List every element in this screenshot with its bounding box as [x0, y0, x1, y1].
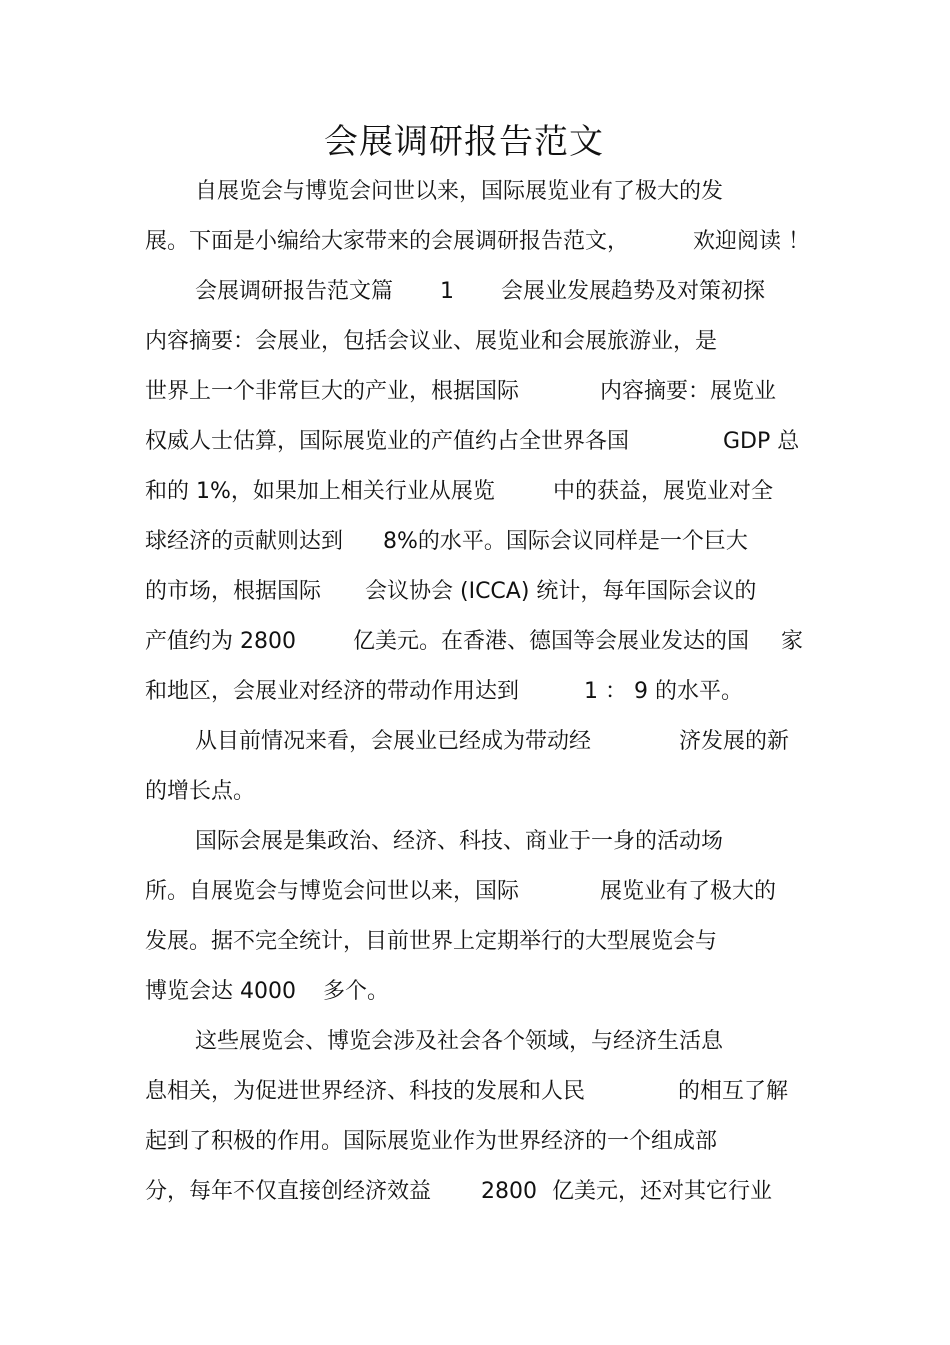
text-segment: 欢迎阅读 ！	[693, 229, 810, 254]
text-segment: 会议协会 (ICCA) 统计，每年国际会议的	[365, 579, 757, 604]
text-segment: 起到了积极的作用。国际展览业作为世界经济的一个组成部	[145, 1129, 718, 1154]
text-segment: 和地区，会展业对经济的带动作用达到	[145, 679, 520, 704]
text-segment: 分，每年不仅直接创经济效益	[145, 1179, 432, 1204]
text-segment: 多个。	[323, 979, 390, 1004]
text-segment: 1	[440, 279, 454, 304]
text-segment: 国际会展是集政治、经济、科技、商业于一身的活动场	[195, 829, 724, 854]
text-segment: 所。自展览会与博览会问世以来，国际	[145, 879, 520, 904]
text-segment: 自展览会与博览会问世以来，国际展览业有了极大的发	[195, 179, 724, 204]
text-segment: 和的 1%，如果加上相关行业从展览	[145, 479, 495, 504]
text-segment: 球经济的贡献则达到	[145, 529, 344, 554]
text-segment: 息相关，为促进世界经济、科技的发展和人民	[145, 1079, 586, 1104]
text-segment: 2800	[481, 1179, 537, 1204]
text-segment: 内容摘要：展览业	[600, 379, 777, 404]
text-segment: 从目前情况来看，会展业已经成为带动经	[195, 729, 592, 754]
text-segment: 的市场，根据国际	[145, 579, 322, 604]
text-segment: 内容摘要：会展业，包括会议业、展览业和会展旅游业，是	[145, 329, 718, 354]
text-segment: 的相互了解	[678, 1079, 789, 1104]
text-segment: 发展。据不完全统计，目前世界上定期举行的大型展览会与	[145, 929, 718, 954]
text-segment: 亿美元，还对其它行业	[552, 1179, 773, 1204]
text-segment: 权威人士估算，国际展览业的产值约占全世界各国	[145, 429, 630, 454]
text-segment: 产值约为 2800	[145, 629, 296, 654]
text-segment: 博览会达 4000	[145, 979, 296, 1004]
page-title: 会展调研报告范文	[324, 122, 604, 162]
text-segment: 中的获益，展览业对全	[553, 479, 774, 504]
text-segment: GDP 总	[723, 429, 800, 454]
text-segment: 展。下面是小编给大家带来的会展调研报告范文，	[145, 229, 630, 254]
text-segment: 会展业发展趋势及对策初探	[501, 279, 766, 304]
text-segment: 亿美元。在香港、德国等会展业发达的国	[353, 629, 750, 654]
text-segment: 世界上一个非常巨大的产业，根据国际	[145, 379, 520, 404]
text-segment: 济发展的新	[679, 729, 790, 754]
text-segment: 这些展览会、博览会涉及社会各个领域，与经济生活息	[195, 1029, 724, 1054]
text-segment: 展览业有了极大的	[600, 879, 777, 904]
text-segment: 1 ： 9 的水平。	[584, 679, 743, 704]
text-segment: 会展调研报告范文篇	[195, 279, 394, 304]
text-segment: 8%的水平。国际会议同样是一个巨大	[383, 529, 748, 554]
text-segment: 的增长点。	[145, 779, 256, 804]
text-segment: 家	[781, 629, 804, 654]
